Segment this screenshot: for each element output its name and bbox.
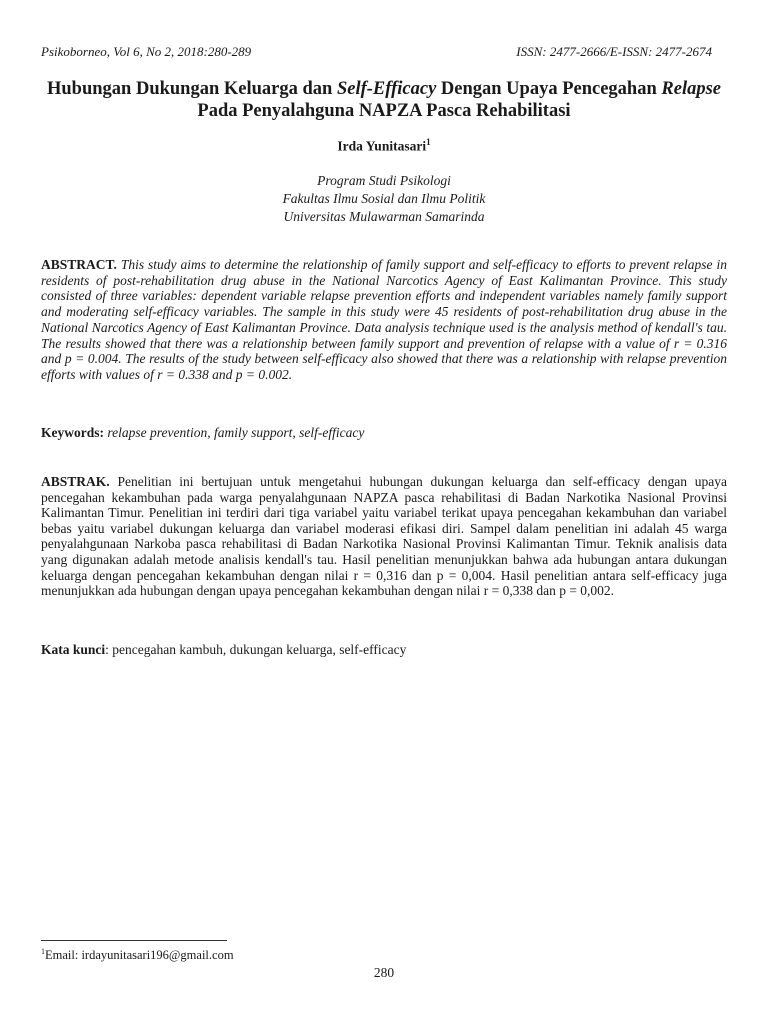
- keywords-indonesian: [41, 642, 727, 658]
- affiliation-line-3: Universitas Mulawarman Samarinda: [283, 209, 485, 224]
- running-header-journal: Psikoborneo, Vol 6, No 2, 2018:280-289: [41, 44, 252, 59]
- footnote-email: Email: irdayunitasari196@gmail.com: [45, 948, 234, 963]
- paper-title: [40, 78, 728, 122]
- keywords-english: [41, 425, 727, 441]
- abstract-english-label: ABSTRACT.: [41, 257, 117, 272]
- affiliation-line-2: Fakultas Ilmu Sosial dan Ilmu Politik: [282, 191, 486, 206]
- title-part-1: Hubungan Dukungan Keluarga dan: [47, 79, 337, 99]
- abstract-indonesian-text: Penelitian ini bertujuan untuk mengetahui hubungan dukungan keluarga dan self-efficacy dengan upaya pencegahan kekambuhan pada warga penyalahgunaan NAPZA pasca rehabilitasi di Badan Narkotika Nasional Provinsi Kalimantan Timur. Penelitian ini terdiri dari tiga variabel yaitu variabel terikat upaya pencegahan kekambuhan dan variabel bebas yaitu variabel dukungan keluarga dan variabel moderasi efikasi diri. Sampel dalam penelitian ini adalah 45 warga penyalahgunaan Narkoba pasca rehabilitasi di Badan Narkotika Nasional Provinsi Kalimantan Timur. Teknik analisis data yang digunakan adalah metode analisis kendall's tau. Hasil penelitian menunjukkan bahwa ada hubungan antara dukungan keluarga dengan pencegahan kekambuhan dengan nilai r = 0,316 dan p = 0,004. Hasil penelitian antara self-efficacy juga menunjukkan ada hubungan dengan upaya pencegahan kekambuhan dengan nilai r = 0,338 dan p = 0,002.: [41, 474, 727, 599]
- affiliation-line-1: Program Studi Psikologi: [317, 173, 451, 188]
- running-header-issn: ISSN: 2477-2666/E-ISSN: 2477-2674: [516, 44, 712, 59]
- abstract-indonesian-label: ABSTRAK.: [41, 474, 110, 489]
- title-part-3: Pada Penyalahguna NAPZA Pasca Rehabilitasi: [197, 101, 571, 121]
- footnote-mark: 1: [41, 947, 45, 956]
- title-italic-2: Relapse: [661, 79, 721, 99]
- author: [40, 137, 728, 155]
- affiliation: [40, 172, 728, 226]
- title-part-2: Dengan Upaya Pencegahan: [436, 79, 662, 99]
- keywords-indonesian-label: Kata kunci: [41, 642, 106, 657]
- abstract-english-text: This study aims to determine the relationship of family support and self-efficacy to efforts to prevent relapse in residents of post-rehabilitation drug abuse in the National Narcotics Agency of East Kalimantan Province. This study consisted of three variables: dependent variable relapse prevention efforts and independent variables namely family support and moderating self-efficacy variables. The sample in this study were 45 residents of post-rehabilitation drug abuse in the National Narcotics Agency of East Kalimantan Province. Data analysis technique used is the analysis method of kendall's tau. The results showed that there was a relationship between family support and prevention of relapse with a value of r = 0.316 and p = 0.004. The results of the study between self-efficacy also showed that there was a relationship with relapse prevention efforts with values of r = 0.338 and p = 0.002.: [41, 257, 727, 382]
- footnote: [41, 947, 234, 963]
- title-italic-1: Self-Efficacy: [336, 79, 437, 99]
- keywords-english-label: Keywords:: [41, 425, 104, 440]
- footnote-divider: [41, 940, 227, 941]
- abstract-indonesian: [41, 474, 727, 599]
- author-footnote-mark: 1: [426, 137, 431, 147]
- page-number: 280: [373, 965, 395, 980]
- abstract-english: [41, 257, 727, 383]
- keywords-english-value: relapse prevention, family support, self-efficacy: [104, 425, 365, 440]
- keywords-indonesian-value: : pencegahan kambuh, dukungan keluarga, self-efficacy: [105, 642, 407, 657]
- author-name: Irda Yunitasari: [337, 138, 427, 154]
